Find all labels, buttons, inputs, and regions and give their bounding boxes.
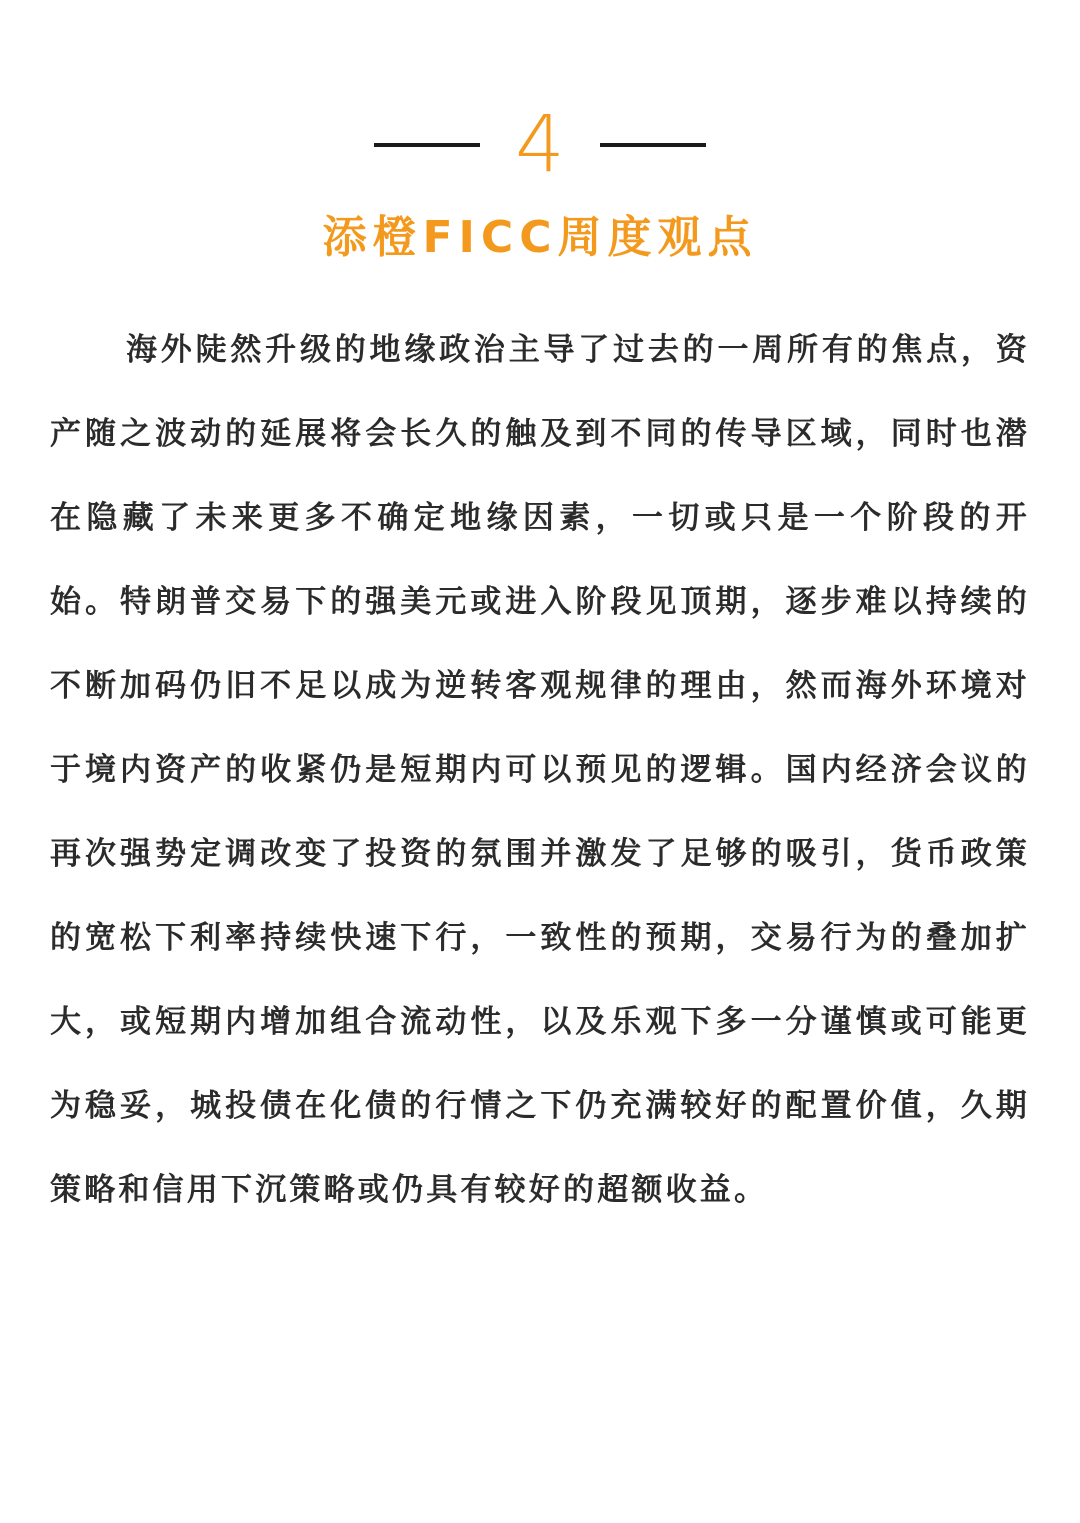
section-header xyxy=(0,100,1080,190)
left-divider-line xyxy=(374,143,480,147)
right-divider-line xyxy=(600,143,706,147)
section-title: 添橙FICC周度观点 xyxy=(322,212,758,263)
section-number: 4 xyxy=(515,100,565,190)
body-paragraph: 海外陡然升级的地缘政治主导了过去的一周所有的焦点，资产随之波动的延展将会长久的触及到不同的传导区域，同时也潜在隐藏了未来更多不确定地缘因素，一切或只是一个阶段的开始。特朗普交易下的强美元或进入阶段见顶期，逐步难以持续的不断加码仍旧不足以成为逆转客观规律的理由，然而海外环境对于境内资产的收紧仍是短期内可以预见的逻辑。国内经济会议的再次强势定调改变了投资的氛围并激发了足够的吸引，货币政策的宽松下利率持续快速下行，一致性的预期，交易行为的叠加扩大，或短期内增加组合流动性，以及乐观下多一分谨慎或可能更为稳妥，城投债在化债的行情之下仍充满较好的配置价值，久期策略和信用下沉策略或仍具有较好的超额收益。 xyxy=(50,332,1030,1208)
